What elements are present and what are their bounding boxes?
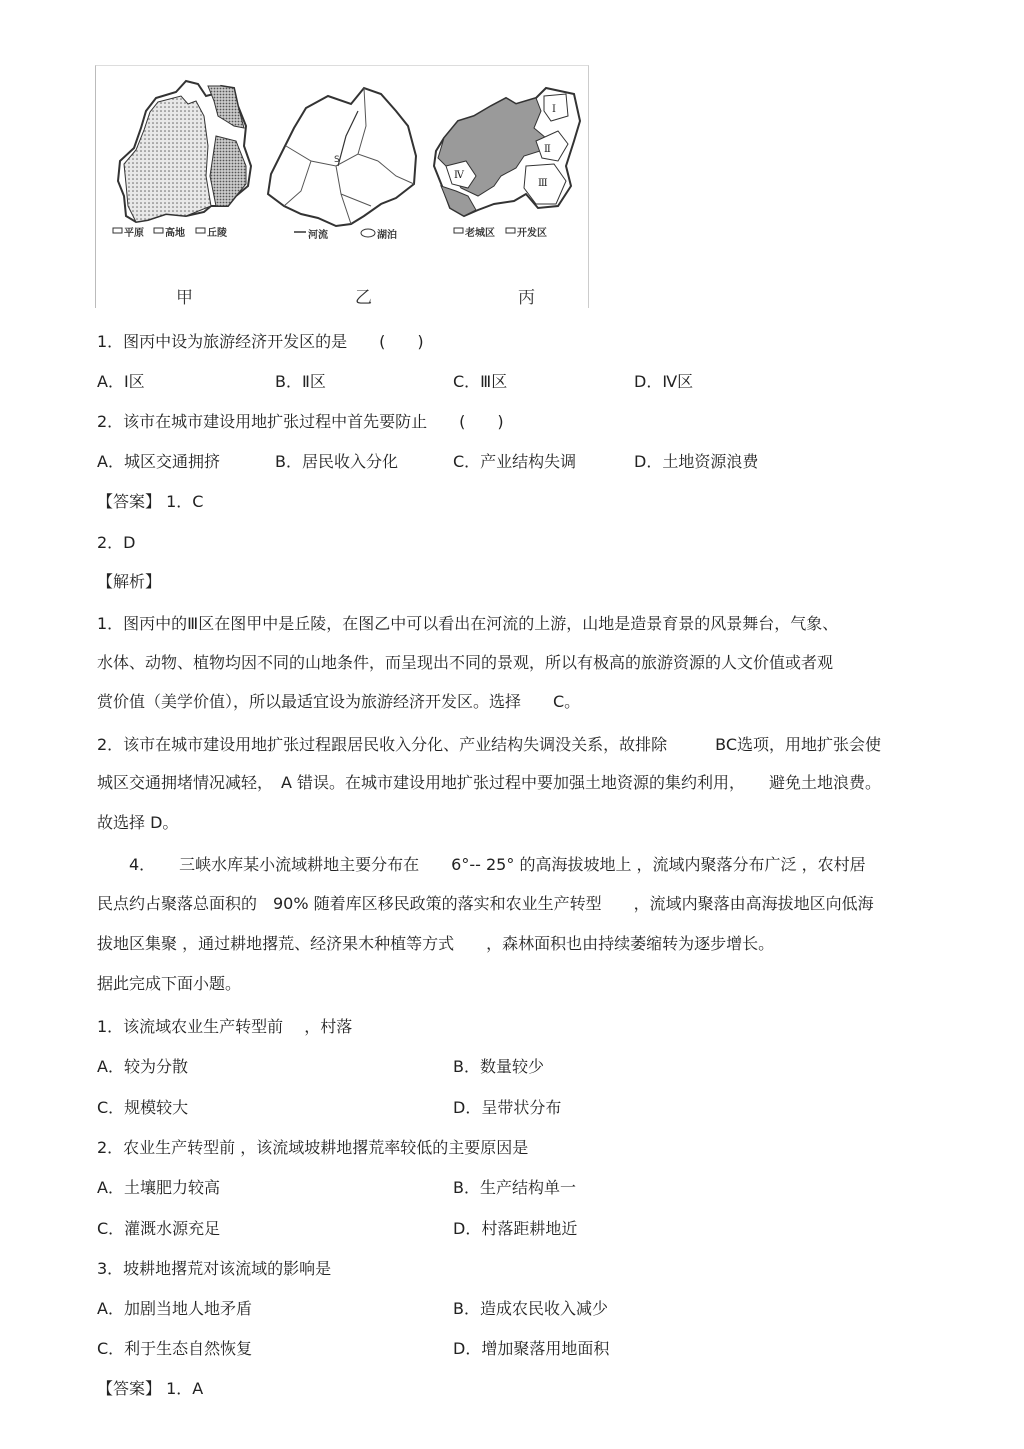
option-c: C．产业结构失调	[453, 452, 577, 471]
legend-lake: 湖泊	[377, 230, 397, 241]
three-maps-svg	[96, 66, 588, 308]
analysis-1-line2: 水体、动物、植物均因不同的山地条件，而呈现出不同的景观，所以有极高的旅游资源的人文价值或者观	[97, 653, 834, 672]
zone-1-label: Ⅰ	[552, 104, 556, 115]
q4-intro-line1: 4． 三峡水库某小流域耕地主要分布在 6°-- 25° 的高海拔坡地上 ，流域内聚落分布广泛 ，农村居	[97, 855, 866, 874]
option-a: A．加剧当地人地矛盾	[97, 1299, 252, 1318]
caption-bing: 丙	[518, 288, 535, 308]
map-figure	[95, 65, 589, 308]
map-yi	[268, 88, 416, 241]
option-d: D．土地资源浪费	[634, 452, 759, 471]
option-b: B．造成农民收入减少	[453, 1299, 608, 1318]
option-d: D．Ⅳ区	[634, 372, 694, 391]
legend-box	[113, 228, 122, 233]
q4-intro-line2: 民点约占聚落总面积的 90% 随着库区移民政策的落实和农业生产转型 ，流域内聚落由高海拔地区向低海	[97, 894, 874, 913]
legend-hill: 丘陵	[207, 228, 227, 239]
zone-2-label: Ⅱ	[544, 144, 551, 155]
option-b: B．居民收入分化	[275, 452, 398, 471]
q4-intro-line4: 据此完成下面小题。	[97, 974, 242, 993]
legend-river: 河流	[308, 230, 328, 241]
option-c: C．灌溉水源充足	[97, 1219, 221, 1238]
option-a: A．Ⅰ区	[97, 372, 145, 391]
analysis-label: 【解析】	[97, 572, 162, 591]
option-a: A．土壤肥力较高	[97, 1178, 220, 1197]
option-c: C．规模较大	[97, 1098, 189, 1117]
answer-label: 【答案】 1．C	[97, 492, 204, 511]
analysis-2-line2: 城区交通拥堵情况减轻， A 错误。在城市建设用地扩张过程中要加强土地资源的集约利用， 避免土地浪费。	[97, 773, 882, 792]
legend-box	[506, 228, 515, 233]
answer-2: 2．D	[97, 533, 136, 552]
analysis-1-line1: 1．图丙中的Ⅲ区在图甲中是丘陵，在图乙中可以看出在河流的上游，山地是造景育景的风景舞台，气象、	[97, 614, 839, 633]
zone-3-label: Ⅲ	[538, 178, 548, 189]
q3-1-stem: 1．图丙中设为旅游经济开发区的是 ( )	[97, 332, 424, 351]
caption-jia: 甲	[176, 288, 193, 308]
option-d: D．村落距耕地近	[453, 1219, 578, 1238]
option-a: A．城区交通拥挤	[97, 452, 220, 471]
analysis-2-line1: 2．该市在城市建设用地扩张过程跟居民收入分化、产业结构失调没关系，故排除 BC选项，用地扩张会使	[97, 735, 882, 754]
option-b: B．数量较少	[453, 1057, 544, 1076]
analysis-1-line3: 赏价值（美学价值），所以最适宜设为旅游经济开发区。选择 C。	[97, 692, 581, 711]
analysis-2-line3: 故选择 D。	[97, 813, 179, 832]
q3-2-stem: 2．该市在城市建设用地扩张过程中首先要防止 ( )	[97, 412, 504, 431]
legend-plain: 平原	[124, 228, 144, 239]
option-d: D．增加聚落用地面积	[453, 1339, 610, 1358]
caption-yi: 乙	[355, 288, 372, 308]
legend-upland: 高地	[165, 228, 185, 239]
q4-intro-line3: 拔地区集聚 ，通过耕地撂荒、经济果木种植等方式 ，森林面积也由持续萎缩转为逐步增长。	[97, 934, 775, 953]
legend-box	[154, 228, 163, 233]
option-a: A．较为分散	[97, 1057, 188, 1076]
zone-1-area	[544, 94, 568, 121]
zone-4-label: Ⅳ	[454, 170, 464, 181]
q4-3-stem: 3．坡耕地撂荒对该流域的影响是	[97, 1259, 332, 1278]
yi-outline	[268, 88, 416, 226]
q4-2-stem: 2．农业生产转型前 ，该流域坡耕地撂荒率较低的主要原因是	[97, 1138, 529, 1157]
legend-box	[196, 228, 205, 233]
jia-plain-area	[124, 96, 211, 222]
option-b: B．生产结构单一	[453, 1178, 576, 1197]
lake-legend-shape	[361, 229, 375, 237]
q4-answer: 【答案】 1．A	[97, 1379, 204, 1398]
option-c: C．Ⅲ区	[453, 372, 508, 391]
q4-1-stem: 1．该流域农业生产转型前 ，村落	[97, 1017, 353, 1036]
map-jia	[113, 81, 251, 239]
legend-old-city: 老城区	[465, 228, 495, 239]
option-c: C．利于生态自然恢复	[97, 1339, 253, 1358]
lake-label: S	[334, 155, 340, 165]
map-bing	[434, 88, 580, 239]
legend-dev-zone: 开发区	[517, 228, 547, 239]
option-b: B．Ⅱ区	[275, 372, 326, 391]
option-d: D．呈带状分布	[453, 1098, 562, 1117]
legend-box	[454, 228, 463, 233]
